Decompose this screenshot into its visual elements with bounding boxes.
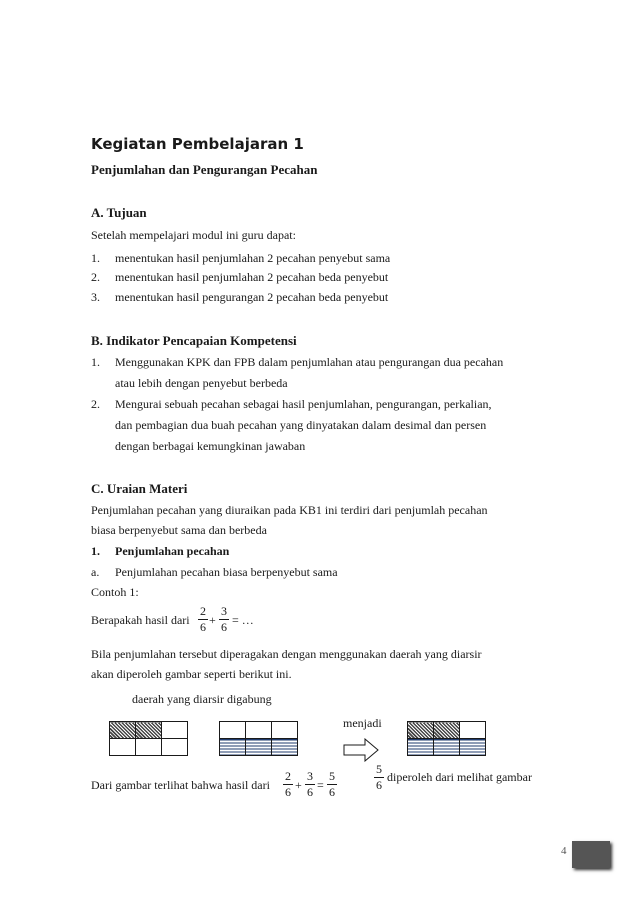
denominator: 6 [221,620,227,634]
list-number: 2. [91,397,100,411]
fraction [283,770,293,799]
paragraph-line: Penjumlahan pecahan yang diuraikan pada KB1 ini terdiri dari penjumlah pecahan [91,503,488,517]
arrow-right-icon [343,738,379,762]
list-item-line: dengan berbagai kemungkinan jawaban [115,439,306,453]
list-item: menentukan hasil penjumlahan 2 pecahan beda penyebut [115,270,389,284]
denominator: 6 [285,785,291,799]
sub-number: 1. [91,544,100,558]
example-label: Contoh 1: [91,585,139,599]
equals-sign: = [317,778,324,792]
page-subtitle: Penjumlahan dan Pengurangan Pecahan [91,162,318,177]
fraction [219,605,229,634]
list-item-line: Menggunakan KPK dan FPB dalam penjumlahan atau pengurangan dua pecahan [115,355,504,369]
section-a-intro: Setelah mempelajari modul ini guru dapat: [91,228,296,242]
page-title: Kegiatan Pembelajaran 1 [91,135,304,153]
fraction-grid-five-sixths [407,721,486,756]
paragraph-line: akan diperoleh gambar seperti berikut ini. [91,667,292,681]
denominator: 6 [200,620,206,634]
numerator: 3 [221,604,227,618]
list-item-line: Mengurai sebuah pecahan sebagai hasil penjumlahan, pengurangan, perkalian, [115,397,492,411]
question-prefix: Berapakah hasil dari [91,613,190,627]
numerator: 2 [200,604,206,618]
fraction-grid-three-sixths [219,721,298,756]
paragraph-line: Bila penjumlahan tersebut diperagakan dengan menggunakan daerah yang diarsir [91,647,482,661]
numerator: 5 [376,762,382,776]
fraction [198,605,208,634]
list-item-line: dan pembagian dua buah pecahan yang dinyatakan dalam desimal dan persen [115,418,487,432]
section-b-heading: B. Indikator Pencapaian Kompetensi [91,333,297,348]
fraction [374,763,384,792]
fraction-grid-two-sixths [109,721,188,756]
denominator: 6 [329,785,335,799]
section-c-heading: C. Uraian Materi [91,481,188,496]
figure-caption: daerah yang diarsir digabung [132,692,272,706]
page-number-badge [572,841,610,868]
list-number: 1. [91,251,100,265]
list-number: 2. [91,270,100,284]
sub-heading: Penjumlahan pecahan [115,544,230,558]
section-a-heading: A. Tujuan [91,205,147,220]
list-number: 3. [91,290,100,304]
numerator: 5 [329,769,335,783]
plus-sign: + [209,613,216,627]
page-number: 4 [561,845,567,857]
fraction [327,770,337,799]
conclusion-prefix: Dari gambar terlihat bahwa hasil dari [91,778,270,792]
conclusion-suffix: diperoleh dari melihat gambar [387,770,532,784]
list-item: menentukan hasil pengurangan 2 pecahan beda penyebut [115,290,389,304]
plus-sign: + [295,778,302,792]
denominator: 6 [307,785,313,799]
denominator: 6 [376,778,382,792]
paragraph-line: biasa berpenyebut sama dan berbeda [91,523,267,537]
list-item: menentukan hasil penjumlahan 2 pecahan penyebut sama [115,251,391,265]
sub-heading: Penjumlahan pecahan biasa berpenyebut sama [115,565,338,579]
fraction [305,770,315,799]
sub-letter: a. [91,565,100,579]
list-item-line: atau lebih dengan penyebut berbeda [115,376,288,390]
numerator: 2 [285,769,291,783]
numerator: 3 [307,769,313,783]
equals-ellipsis: = … [232,613,254,627]
list-number: 1. [91,355,100,369]
arrow-label: menjadi [343,716,382,730]
